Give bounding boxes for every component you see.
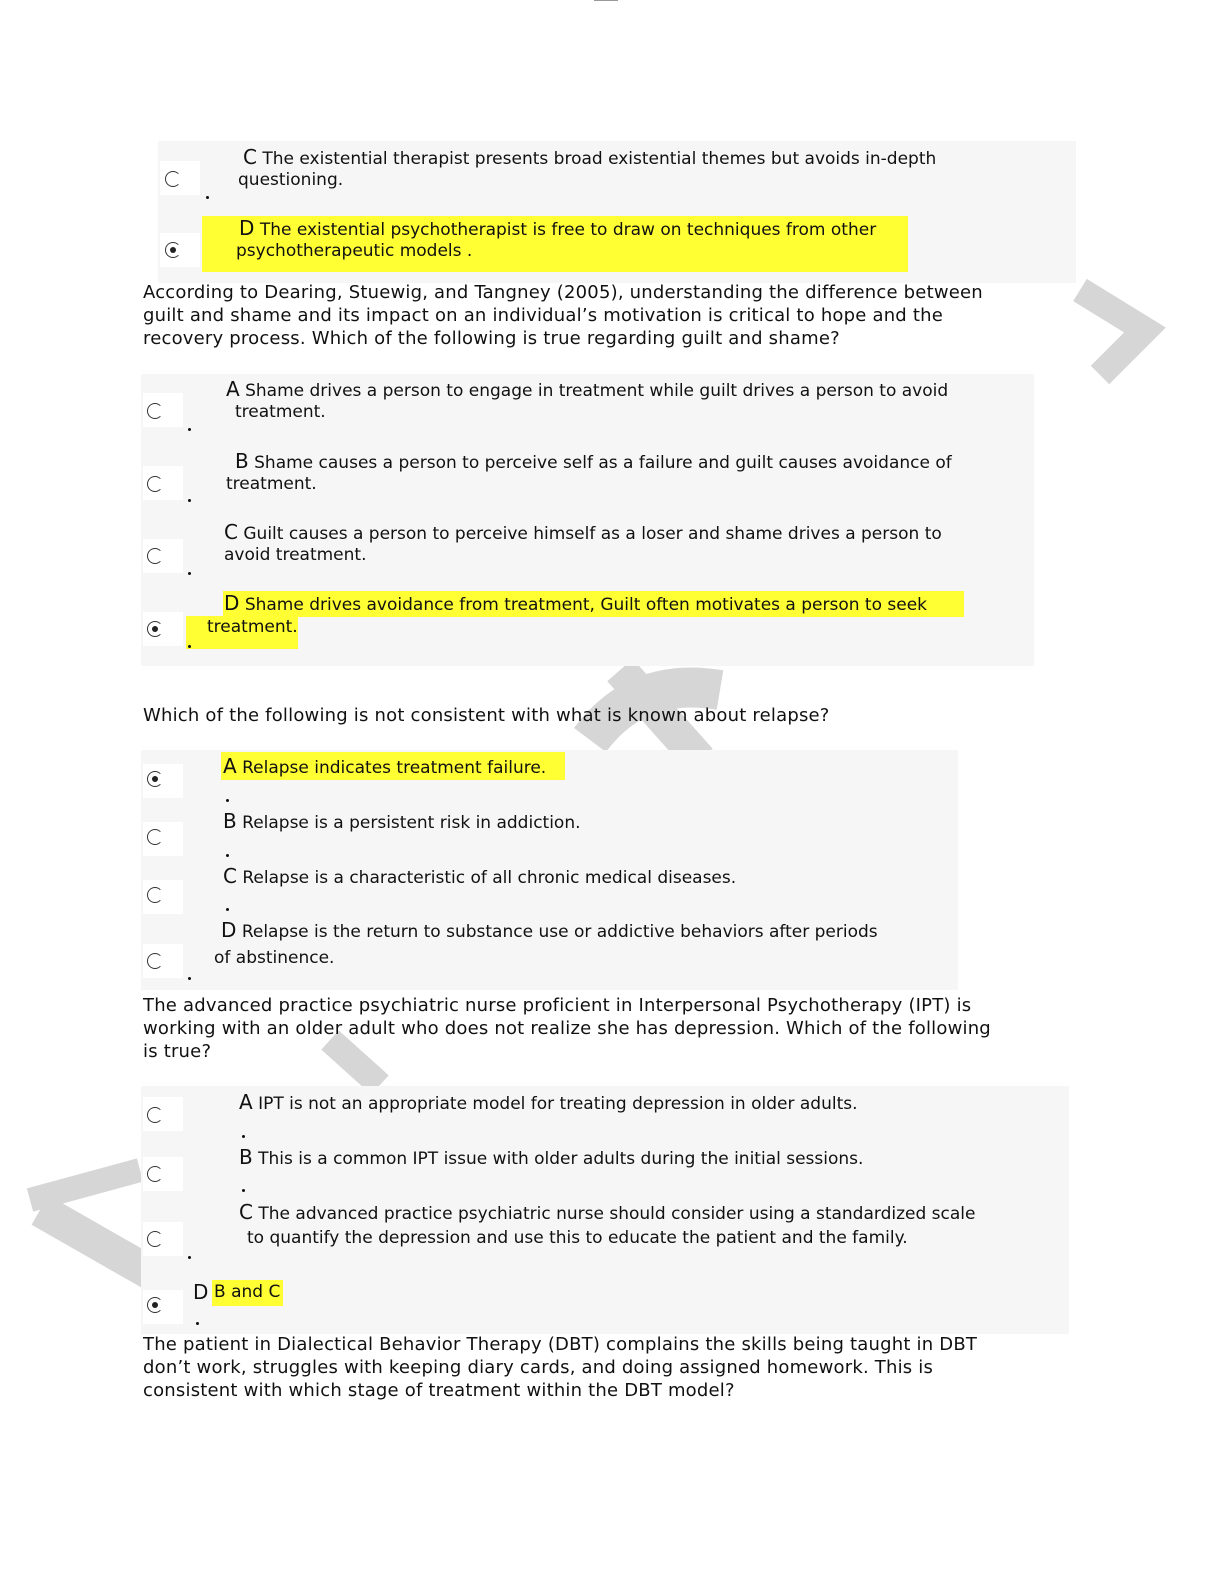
q2-radio-d[interactable] [147, 953, 163, 969]
q2-option-d-line2: of abstinence. [214, 948, 335, 968]
q3-option-d-letter: D [193, 1280, 209, 1304]
q4-text: The patient in Dialectical Behavior Therapy (DBT) complains the skills being taught in DBT don’t work, struggles with keeping diary cards, and doing assigned homework. This is consistent with which stage of treatment within the DBT model? [143, 1334, 978, 1401]
q1-text: According to Dearing, Stuewig, and Tangney (2005), understanding the difference between guilt and shame and its impact on an individual’s motivation is critical to hope and the recovery process. Which of the following is true regarding guilt and shame? [143, 282, 983, 349]
q2-option-b: B Relapse is a persistent risk in addiction. [223, 809, 581, 833]
q2-text: Which of the following is not consistent with what is known about relapse? [143, 705, 830, 726]
q2-option-d: D Relapse is the return to substance use or addictive behaviors after periods [221, 918, 878, 942]
q2-radio-b[interactable] [147, 829, 163, 845]
q0-radio-c[interactable] [165, 171, 181, 187]
bullet-dot [188, 428, 191, 431]
q3-option-d: B and C [214, 1282, 281, 1302]
q3-option-c: C The advanced practice psychiatric nurse should consider using a standardized scale to quantify the depression and use this to educate the patient and the family. [239, 1200, 976, 1248]
bullet-dot [188, 499, 191, 502]
bullet-dot [226, 799, 229, 802]
q2-option-c: C Relapse is a characteristic of all chronic medical diseases. [223, 864, 737, 888]
bullet-dot [206, 196, 209, 199]
q2-option-a: A Relapse indicates treatment failure. [223, 754, 547, 778]
q1-radio-a[interactable] [147, 403, 163, 419]
q3-option-a: A IPT is not an appropriate model for treating depression in older adults. [239, 1090, 858, 1114]
q1-option-d-line2: treatment. [207, 617, 298, 637]
q2-radio-a[interactable] [147, 771, 163, 787]
bullet-dot [188, 1256, 191, 1259]
q2-radio-c[interactable] [147, 887, 163, 903]
bullet-dot [188, 572, 191, 575]
bullet-dot [188, 977, 191, 980]
q3-radio-c[interactable] [147, 1231, 163, 1247]
q0-option-d: D The existential psychotherapist is free to draw on techniques from other psychotherapeutic models . [236, 216, 877, 261]
q1-radio-c[interactable] [147, 548, 163, 564]
bullet-dot [242, 1189, 245, 1192]
q3-radio-b[interactable] [147, 1166, 163, 1182]
bullet-dot [196, 1322, 199, 1325]
q1-option-a: A Shame drives a person to engage in treatment while guilt drives a person to avoid treatment. [226, 377, 949, 422]
q1-radio-b[interactable] [147, 476, 163, 492]
q3-radio-d[interactable] [147, 1297, 163, 1313]
q3-option-b: B This is a common IPT issue with older adults during the initial sessions. [239, 1145, 864, 1169]
q0-option-c: C The existential therapist presents broad existential themes but avoids in-depth questioning. [238, 145, 937, 190]
q1-option-b: B Shame causes a person to perceive self as a failure and guilt causes avoidance of treatment. [226, 449, 952, 494]
bullet-dot [188, 645, 191, 648]
q1-option-d: D Shame drives avoidance from treatment, Guilt often motivates a person to seek [224, 591, 928, 615]
bullet-dot [226, 908, 229, 911]
q3-radio-a[interactable] [147, 1107, 163, 1123]
q3-text: The advanced practice psychiatric nurse proficient in Interpersonal Psychotherapy (IPT) is working with an older adult who does not realize she has depression. Which of the following is true? [143, 995, 991, 1062]
q0-radio-d[interactable] [165, 242, 181, 258]
q1-option-c: C Guilt causes a person to perceive himself as a loser and shame drives a person to avoid treatment. [224, 520, 942, 565]
bullet-dot [226, 854, 229, 857]
q1-radio-d[interactable] [147, 621, 163, 637]
bullet-dot [242, 1135, 245, 1138]
